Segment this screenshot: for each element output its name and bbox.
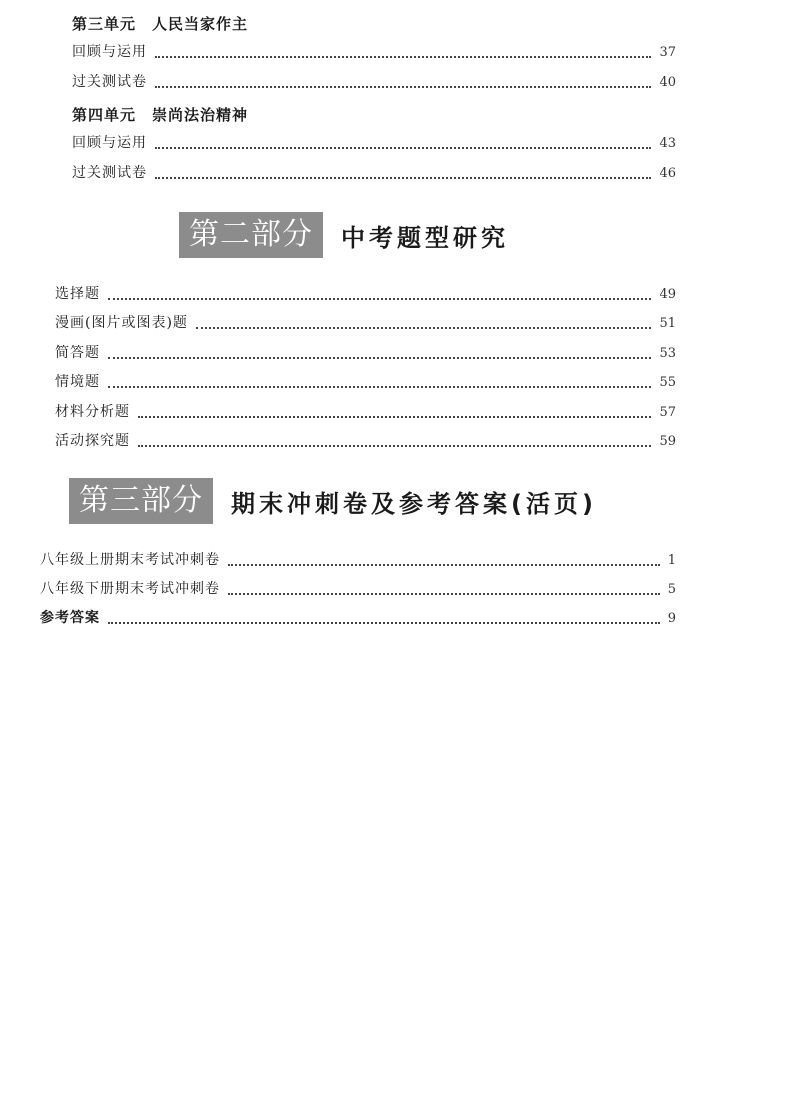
dot-leader: [138, 416, 651, 418]
toc-entry-page: 46: [659, 166, 676, 181]
toc-entry-page: 9: [667, 611, 676, 626]
dot-leader: [228, 593, 660, 595]
toc-entry-label: 过关测试卷: [72, 165, 147, 181]
toc-entry-label: 活动探究题: [55, 433, 130, 449]
toc-entry-label: 选择题: [55, 286, 100, 302]
toc-entry[interactable]: [72, 43, 676, 62]
part2-label-box: 第二部分: [179, 212, 323, 258]
toc-entry-label: 参考答案: [40, 610, 100, 626]
toc-entry[interactable]: [55, 403, 676, 422]
toc-entry-page: 1: [667, 553, 676, 568]
toc-entry-label: 八年级下册期末考试冲刺卷: [40, 581, 220, 597]
dot-leader: [138, 445, 651, 447]
dot-leader: [155, 86, 651, 88]
toc-entry[interactable]: [72, 134, 676, 153]
toc-entry[interactable]: [55, 285, 676, 304]
toc-entry-page: 43: [659, 136, 676, 151]
toc-entry-page: 51: [659, 316, 676, 331]
part3-label-box: 第三部分: [69, 478, 213, 524]
toc-entry[interactable]: [40, 609, 676, 628]
dot-leader: [155, 177, 651, 179]
toc-entry-page: 49: [659, 287, 676, 302]
dot-leader: [155, 147, 651, 149]
toc-entry[interactable]: [72, 73, 676, 92]
toc-entry-label: 简答题: [55, 345, 100, 361]
part2-title: 中考题型研究: [341, 223, 509, 252]
dot-leader: [108, 298, 651, 300]
part3-banner: [69, 478, 597, 524]
toc-entry-label: 过关测试卷: [72, 74, 147, 90]
toc-entry[interactable]: [55, 344, 676, 363]
toc-entry[interactable]: [72, 164, 676, 183]
unit3-heading: 第三单元 人民当家作主: [72, 15, 249, 33]
dot-leader: [108, 386, 651, 388]
dot-leader: [108, 622, 660, 624]
toc-entry[interactable]: [55, 373, 676, 392]
toc-entry-page: 59: [659, 434, 676, 449]
toc-entry[interactable]: [55, 314, 676, 333]
toc-entry-page: 5: [667, 582, 676, 597]
dot-leader: [108, 357, 651, 359]
part3-title: 期末冲刺卷及参考答案(活页): [231, 489, 597, 518]
toc-entry[interactable]: [40, 551, 676, 570]
dot-leader: [155, 56, 651, 58]
toc-entry[interactable]: [40, 580, 676, 599]
toc-entry[interactable]: [55, 432, 676, 451]
toc-entry-page: 53: [659, 346, 676, 361]
toc-entry-page: 37: [659, 45, 676, 60]
toc-entry-label: 八年级上册期末考试冲刺卷: [40, 552, 220, 568]
toc-entry-page: 40: [659, 75, 676, 90]
toc-entry-label: 材料分析题: [55, 404, 130, 420]
toc-entry-label: 情境题: [55, 374, 100, 390]
unit4-heading: 第四单元 崇尚法治精神: [72, 106, 249, 124]
part2-banner: [179, 212, 509, 258]
toc-entry-page: 55: [659, 375, 676, 390]
toc-entry-label: 回顾与运用: [72, 44, 147, 60]
dot-leader: [228, 564, 660, 566]
toc-entry-page: 57: [659, 405, 676, 420]
toc-entry-label: 漫画(图片或图表)题: [55, 315, 188, 331]
toc-entry-label: 回顾与运用: [72, 135, 147, 151]
dot-leader: [196, 327, 652, 329]
